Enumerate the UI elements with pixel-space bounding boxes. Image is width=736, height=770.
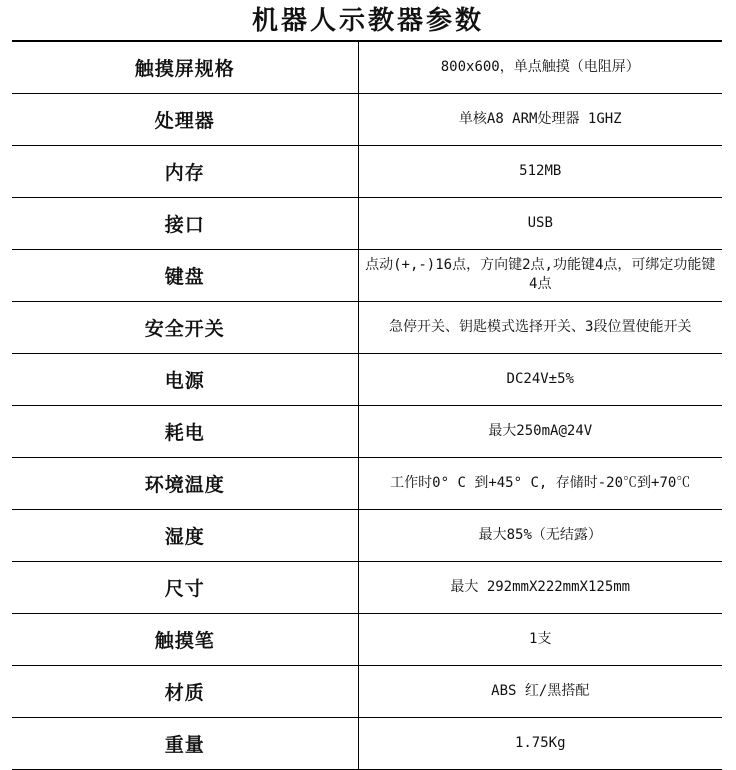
- table-row: [12, 405, 722, 457]
- table-row: [12, 353, 722, 405]
- table-row: [12, 301, 722, 353]
- row-label: 触摸屏规格: [12, 41, 358, 93]
- row-value: 最大250mA@24V: [358, 405, 722, 457]
- row-value: 最大85%（无结露）: [358, 509, 722, 561]
- row-label: 湿度: [12, 509, 358, 561]
- row-label: 材质: [12, 665, 358, 717]
- row-label: 尺寸: [12, 561, 358, 613]
- row-label: 重量: [12, 717, 358, 769]
- spec-table: [12, 40, 722, 770]
- row-value: 最大 292mmX222mmX125mm: [358, 561, 722, 613]
- row-value: 1支: [358, 613, 722, 665]
- row-value: USB: [358, 197, 722, 249]
- row-value: 512MB: [358, 145, 722, 197]
- table-row: [12, 41, 722, 93]
- page-title: 机器人示教器参数: [251, 6, 484, 36]
- table-row: [12, 509, 722, 561]
- table-row: [12, 145, 722, 197]
- table-row: [12, 93, 722, 145]
- row-label: 安全开关: [12, 301, 358, 353]
- row-value: 急停开关、钥匙模式选择开关、3段位置使能开关: [358, 301, 722, 353]
- row-label: 内存: [12, 145, 358, 197]
- row-value: 单核A8 ARM处理器 1GHZ: [358, 93, 722, 145]
- row-value: ABS 红/黑搭配: [358, 665, 722, 717]
- row-label: 接口: [12, 197, 358, 249]
- table-row: [12, 561, 722, 613]
- row-value: 点动(+,-)16点，方向键2点,功能键4点，可绑定功能键4点: [358, 249, 722, 301]
- row-value: 800x600，单点触摸（电阻屏）: [358, 41, 722, 93]
- row-label: 处理器: [12, 93, 358, 145]
- row-label: 电源: [12, 353, 358, 405]
- row-label: 键盘: [12, 249, 358, 301]
- row-value: DC24V±5%: [358, 353, 722, 405]
- table-row: [12, 457, 722, 509]
- row-label: 环境温度: [12, 457, 358, 509]
- row-value: 1.75Kg: [358, 717, 722, 769]
- row-label: 耗电: [12, 405, 358, 457]
- table-row: [12, 249, 722, 301]
- table-row: [12, 613, 722, 665]
- table-row: [12, 665, 722, 717]
- row-label: 触摸笔: [12, 613, 358, 665]
- table-row: [12, 717, 722, 769]
- table-row: [12, 197, 722, 249]
- row-value: 工作时0° C 到+45° C, 存储时-20℃到+70℃: [358, 457, 722, 509]
